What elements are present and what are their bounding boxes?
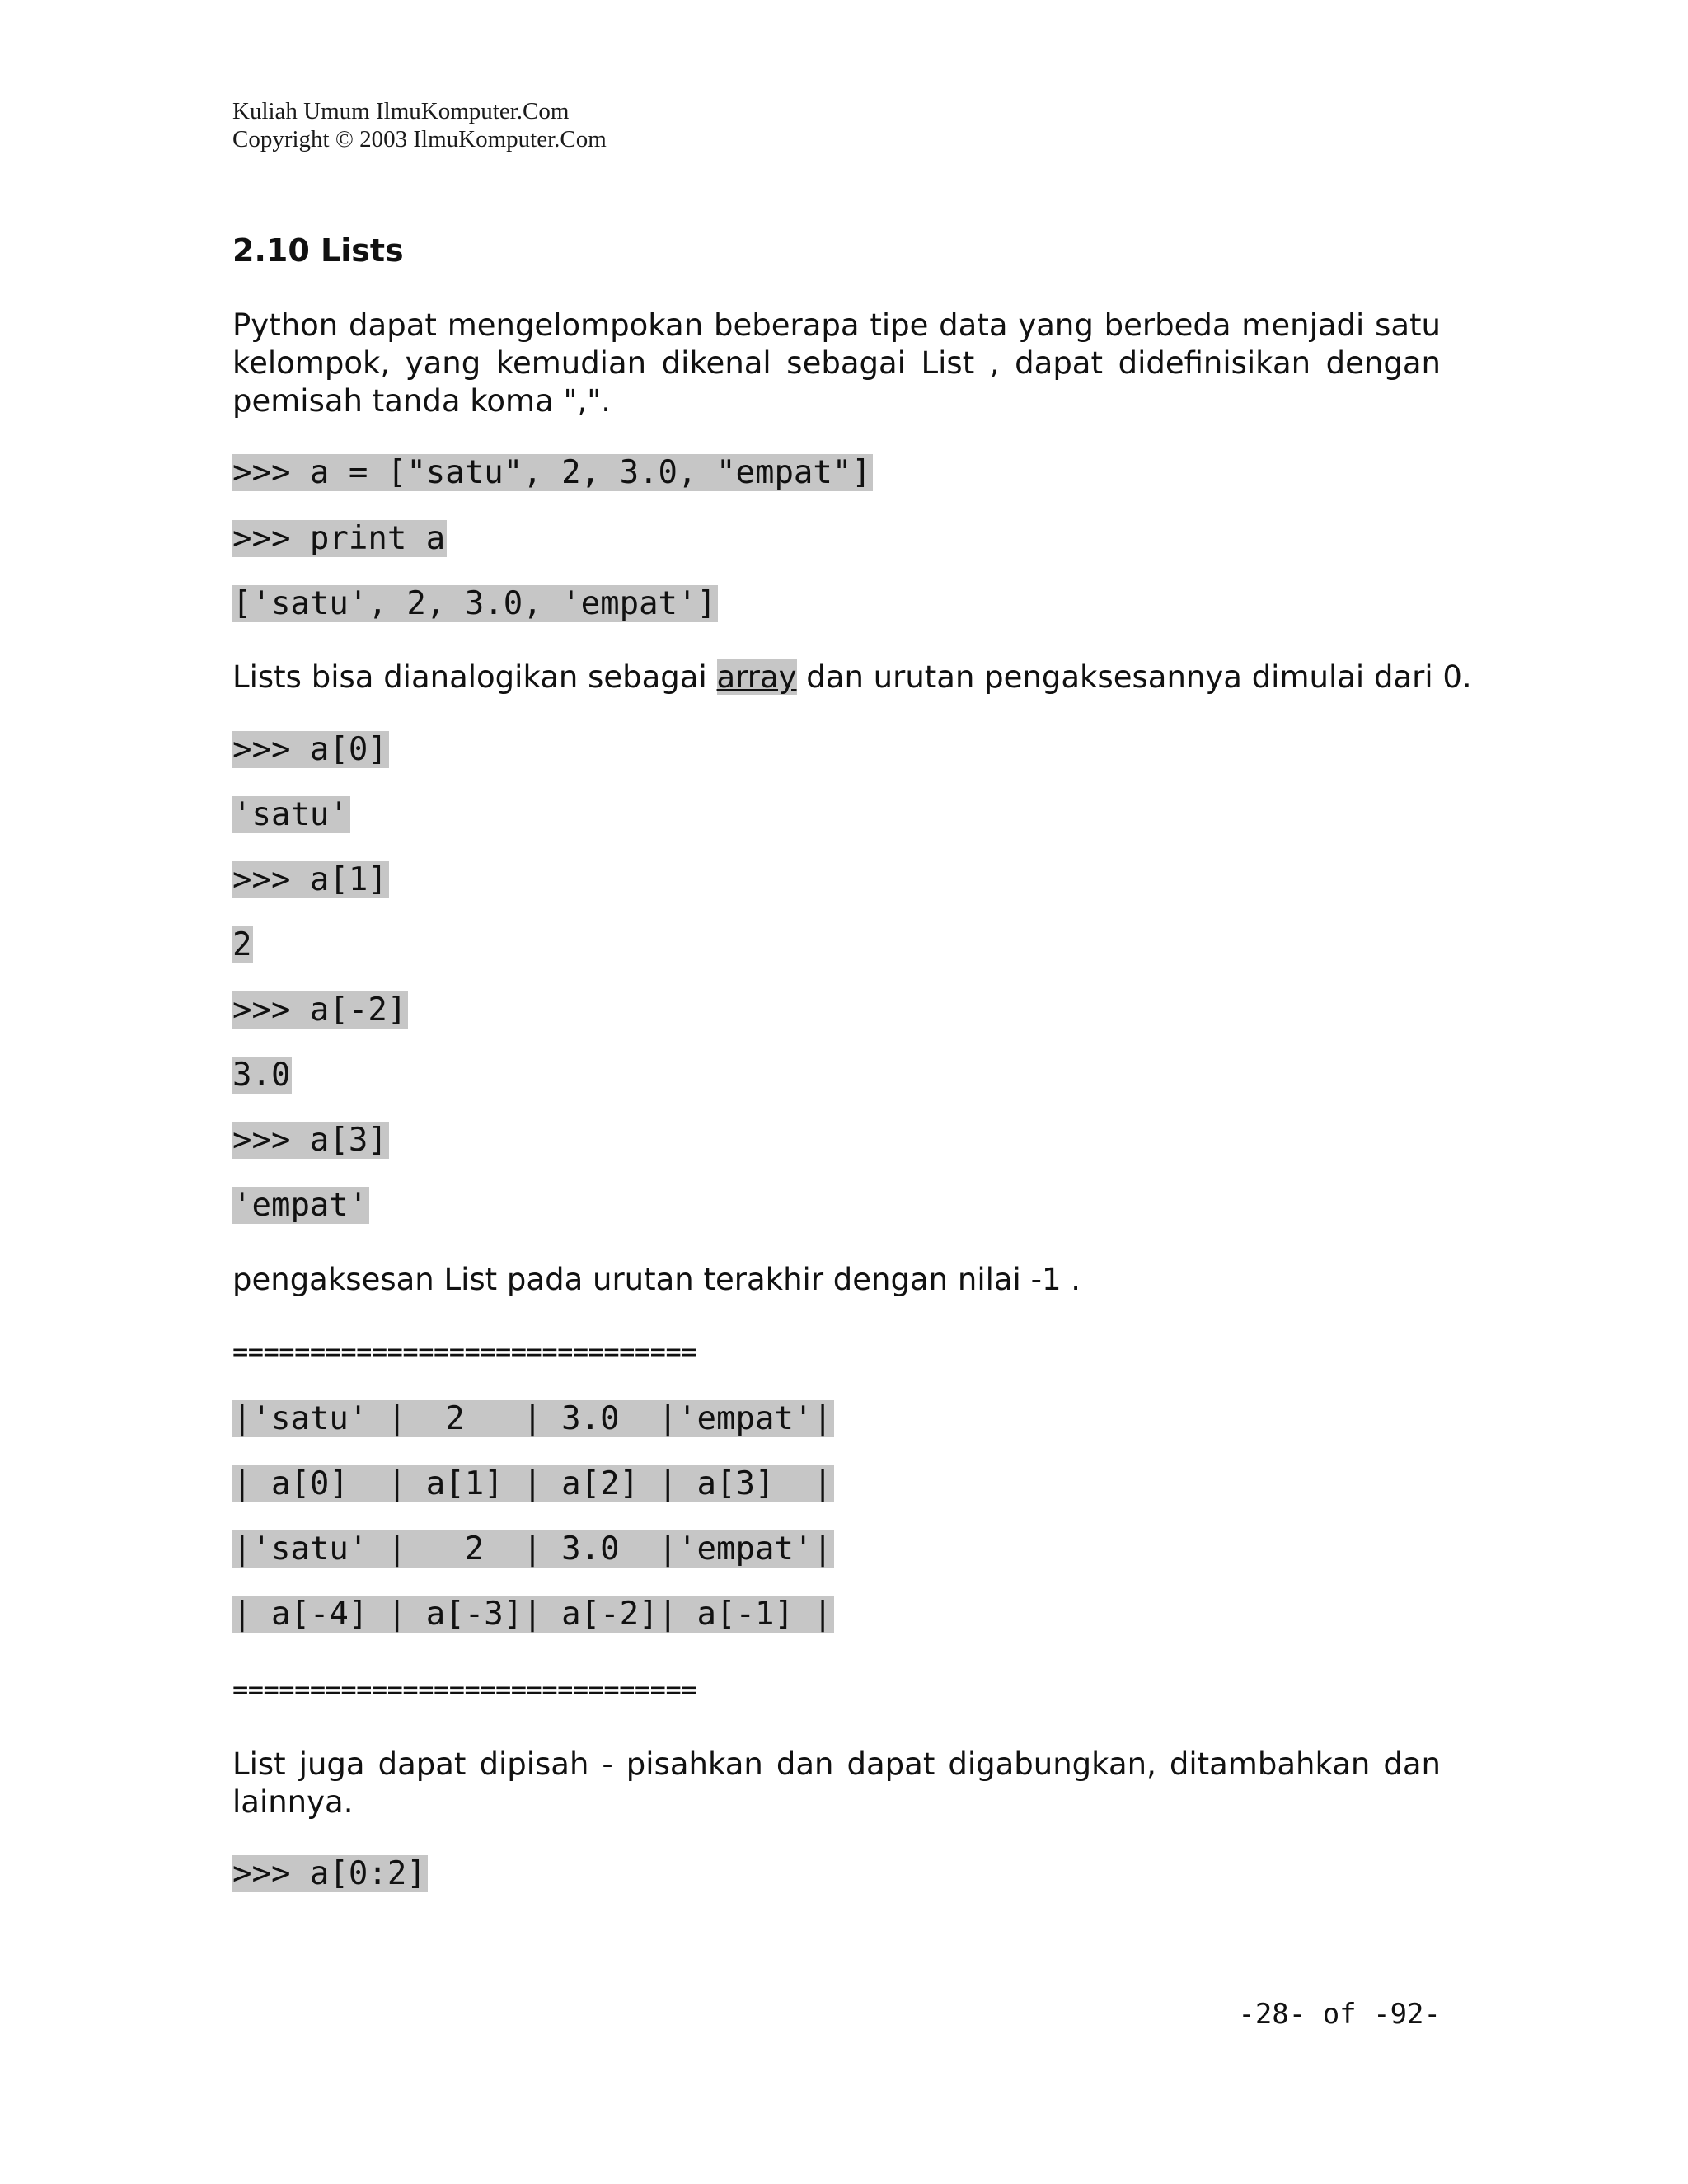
array-sentence-before: Lists bisa dianalogikan sebagai (232, 659, 717, 695)
code-line (232, 1188, 369, 1224)
code-line (232, 797, 350, 833)
table-rule-top: ============================== (232, 1336, 696, 1367)
array-sentence (232, 658, 1472, 696)
array-sentence-after: dan urutan pengaksesannya dimulai dari 0. (796, 659, 1472, 695)
slice-sentence: List juga dapat dipisah - pisahkan dan dapat digabungkan, ditambahkan dan lainnya. (232, 1746, 1441, 1820)
index-table-row (232, 1596, 834, 1633)
code-text: >>> a = ["satu", 2, 3.0, "empat"] (232, 454, 871, 491)
code-text: >>> a[3] (232, 1122, 387, 1159)
index-table-row-text: |'satu' | 2 | 3.0 |'empat'| (232, 1400, 832, 1437)
code-text: >>> a[-2] (232, 991, 407, 1029)
code-line (232, 1856, 428, 1892)
code-text: 'empat' (232, 1187, 368, 1224)
intro-paragraph: Python dapat mengelompokan beberapa tipe data yang berbeda menjadi satu kelompok, yang kemudian dikenal sebagai List , dapat didefinisikan dengan pemisah tanda koma ",". (232, 307, 1441, 419)
code-text: >>> a[0:2] (232, 1855, 426, 1892)
index-table-row (232, 1466, 834, 1502)
code-line (232, 586, 718, 622)
code-text: >>> a[1] (232, 861, 387, 898)
last-index-sentence: pengaksesan List pada urutan terakhir dengan nilai -1 . (232, 1262, 1081, 1297)
code-text: >>> a[0] (232, 731, 387, 768)
code-line (232, 455, 873, 491)
index-table-row (232, 1401, 834, 1437)
code-line (232, 992, 408, 1029)
code-line (232, 1122, 389, 1159)
code-line (232, 521, 447, 557)
code-text: >>> print a (232, 520, 446, 557)
header-course-title: Kuliah Umum IlmuKomputer.Com (232, 98, 570, 124)
code-line (232, 732, 389, 768)
index-table-row-text: |'satu' | 2 | 3.0 |'empat'| (232, 1530, 832, 1568)
index-table-row (232, 1531, 834, 1568)
index-table-row-text: | a[0] | a[1] | a[2] | a[3] | (232, 1465, 832, 1502)
page-number: -28- of -92- (1238, 1998, 1441, 2031)
code-text: 2 (232, 926, 252, 963)
index-table-row-text: | a[-4] | a[-3]| a[-2]| a[-1] | (232, 1596, 832, 1633)
code-line (232, 927, 253, 963)
code-line (232, 1057, 292, 1094)
table-rule-bottom: ============================== (232, 1674, 696, 1705)
array-highlighted-word: array (716, 659, 797, 695)
header-copyright: Copyright © 2003 IlmuKomputer.Com (232, 126, 607, 152)
code-text: 3.0 (232, 1057, 291, 1094)
code-line (232, 862, 389, 898)
code-text: ['satu', 2, 3.0, 'empat'] (232, 585, 716, 622)
section-title: 2.10 Lists (232, 232, 404, 269)
code-text: 'satu' (232, 796, 349, 833)
page-header (232, 97, 607, 153)
